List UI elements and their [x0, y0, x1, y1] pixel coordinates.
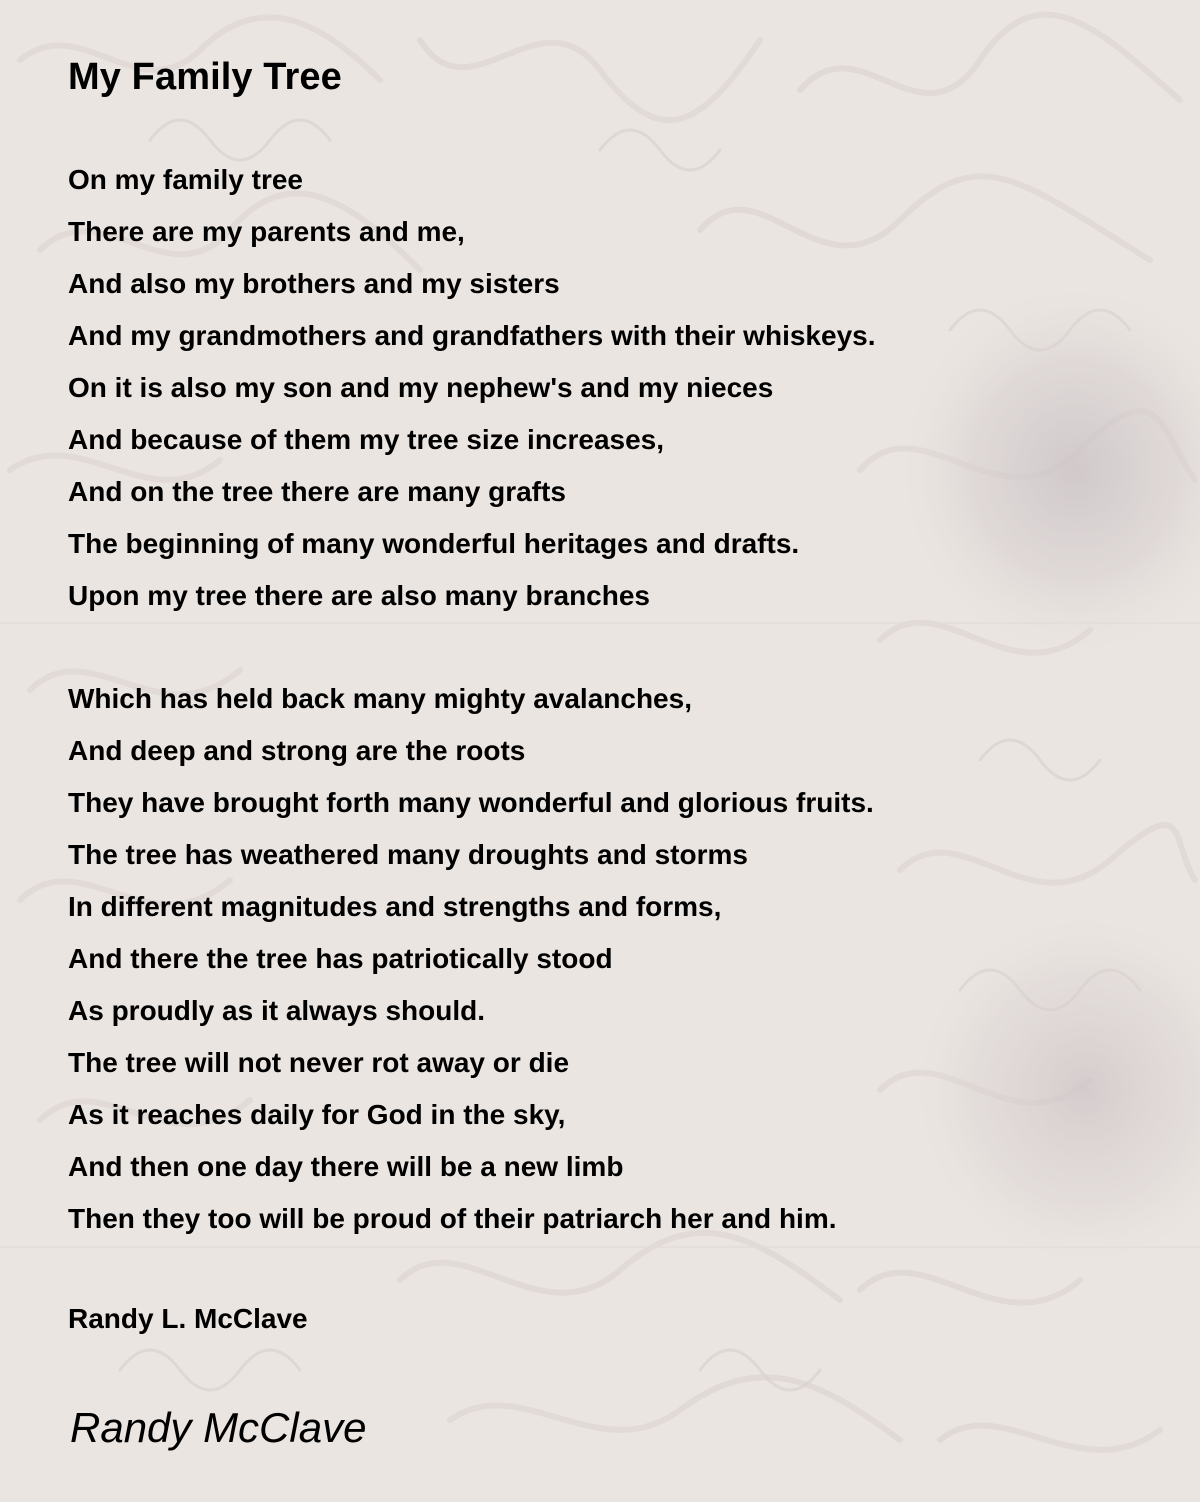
poem-line: Which has held back many mighty avalanches,: [68, 683, 692, 714]
poem-line: And also my brothers and my sisters: [68, 268, 560, 299]
poem-line: Upon my tree there are also many branches: [68, 580, 650, 611]
poem-line: And on the tree there are many grafts: [68, 476, 566, 507]
poem-line: As proudly as it always should.: [68, 995, 485, 1026]
poem-line: On my family tree: [68, 164, 303, 195]
poem-author: Randy L. McClave: [68, 1303, 308, 1334]
poem-line: The tree will not never rot away or die: [68, 1047, 570, 1078]
poem-stanza-2: [68, 673, 874, 1245]
poem-stanza-1: [68, 154, 876, 622]
poem-line: On it is also my son and my nephew's and my nieces: [68, 372, 774, 403]
poem-title: My Family Tree: [68, 56, 342, 98]
poem-line: As it reaches daily for God in the sky,: [68, 1099, 566, 1130]
poem-line: And there the tree has patriotically stood: [68, 943, 613, 974]
poem-line: And because of them my tree size increases,: [68, 424, 665, 455]
poem-line: Then they too will be proud of their patriarch her and him.: [68, 1203, 837, 1234]
poem-line: In different magnitudes and strengths and forms,: [68, 891, 722, 922]
poem-line: The tree has weathered many droughts and storms: [68, 839, 748, 870]
author-signature: Randy McClave: [70, 1404, 367, 1451]
poem-line: And my grandmothers and grandfathers with their whiskeys.: [68, 320, 876, 351]
poem-line: And then one day there will be a new limb: [68, 1151, 624, 1182]
poem-line: The beginning of many wonderful heritages and drafts.: [68, 528, 800, 559]
poem-line: They have brought forth many wonderful and glorious fruits.: [68, 787, 874, 818]
poem-line: And deep and strong are the roots: [68, 735, 526, 766]
poem-line: There are my parents and me,: [68, 216, 465, 247]
